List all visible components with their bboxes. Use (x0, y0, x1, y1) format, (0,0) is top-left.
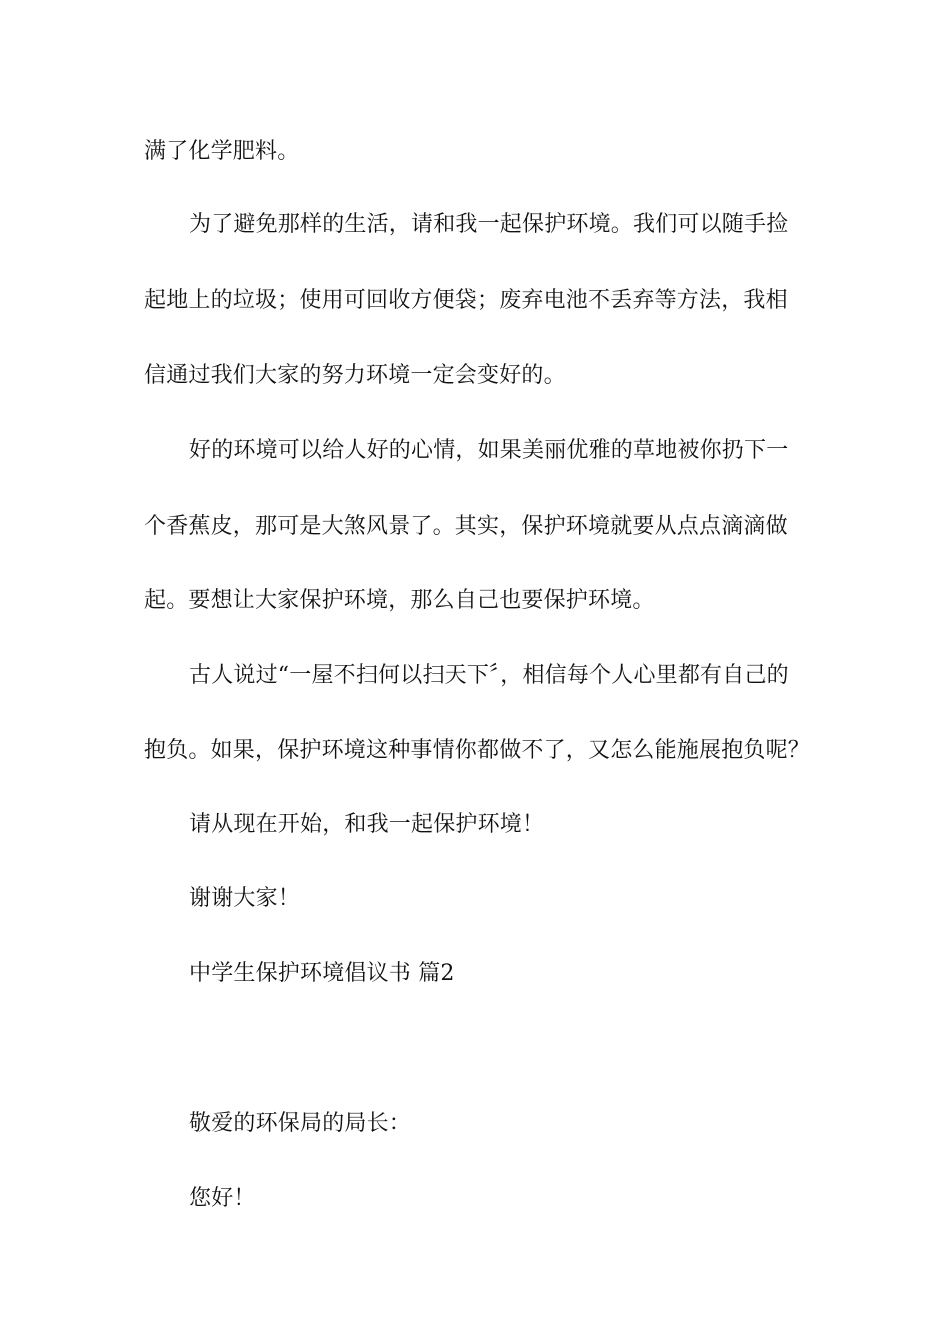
paragraph-line: 起地上的垃圾；使用可回收方便袋；废弃电池不丢弃等方法，我相 (144, 288, 788, 313)
paragraph-line: 起。要想让大家保护环境，那么自己也要保护环境。 (144, 588, 655, 613)
paragraph-line: 为了避免那样的生活，请和我一起保护环境。我们可以随手捡 (189, 212, 789, 237)
paragraph-line: 古人说过“一屋不扫何以扫天下〞，相信每个人心里都有自己的 (189, 663, 789, 688)
paragraph-line: 谢谢大家！ (189, 886, 301, 911)
paragraph-line: 抱负。如果，保护环境这种事情你都做不了，又怎么能施展抱负呢？ (144, 738, 811, 763)
paragraph-line: 好的环境可以给人好的心情，如果美丽优雅的草地被你扔下一 (189, 438, 789, 463)
section-heading: 中学生保护环境倡议书 篇2 (189, 961, 455, 986)
paragraph-line: 满了化学肥料。 (144, 139, 300, 164)
greeting-line: 您好！ (189, 1186, 256, 1211)
paragraph-line: 请从现在开始，和我一起保护环境！ (189, 812, 545, 837)
salutation-line: 敬爱的环保局的局长： (189, 1111, 412, 1136)
paragraph-line: 个香蕉皮，那可是大煞风景了。其实，保护环境就要从点点滴滴做 (144, 514, 788, 539)
paragraph-line: 信通过我们大家的努力环境一定会变好的。 (144, 363, 566, 388)
